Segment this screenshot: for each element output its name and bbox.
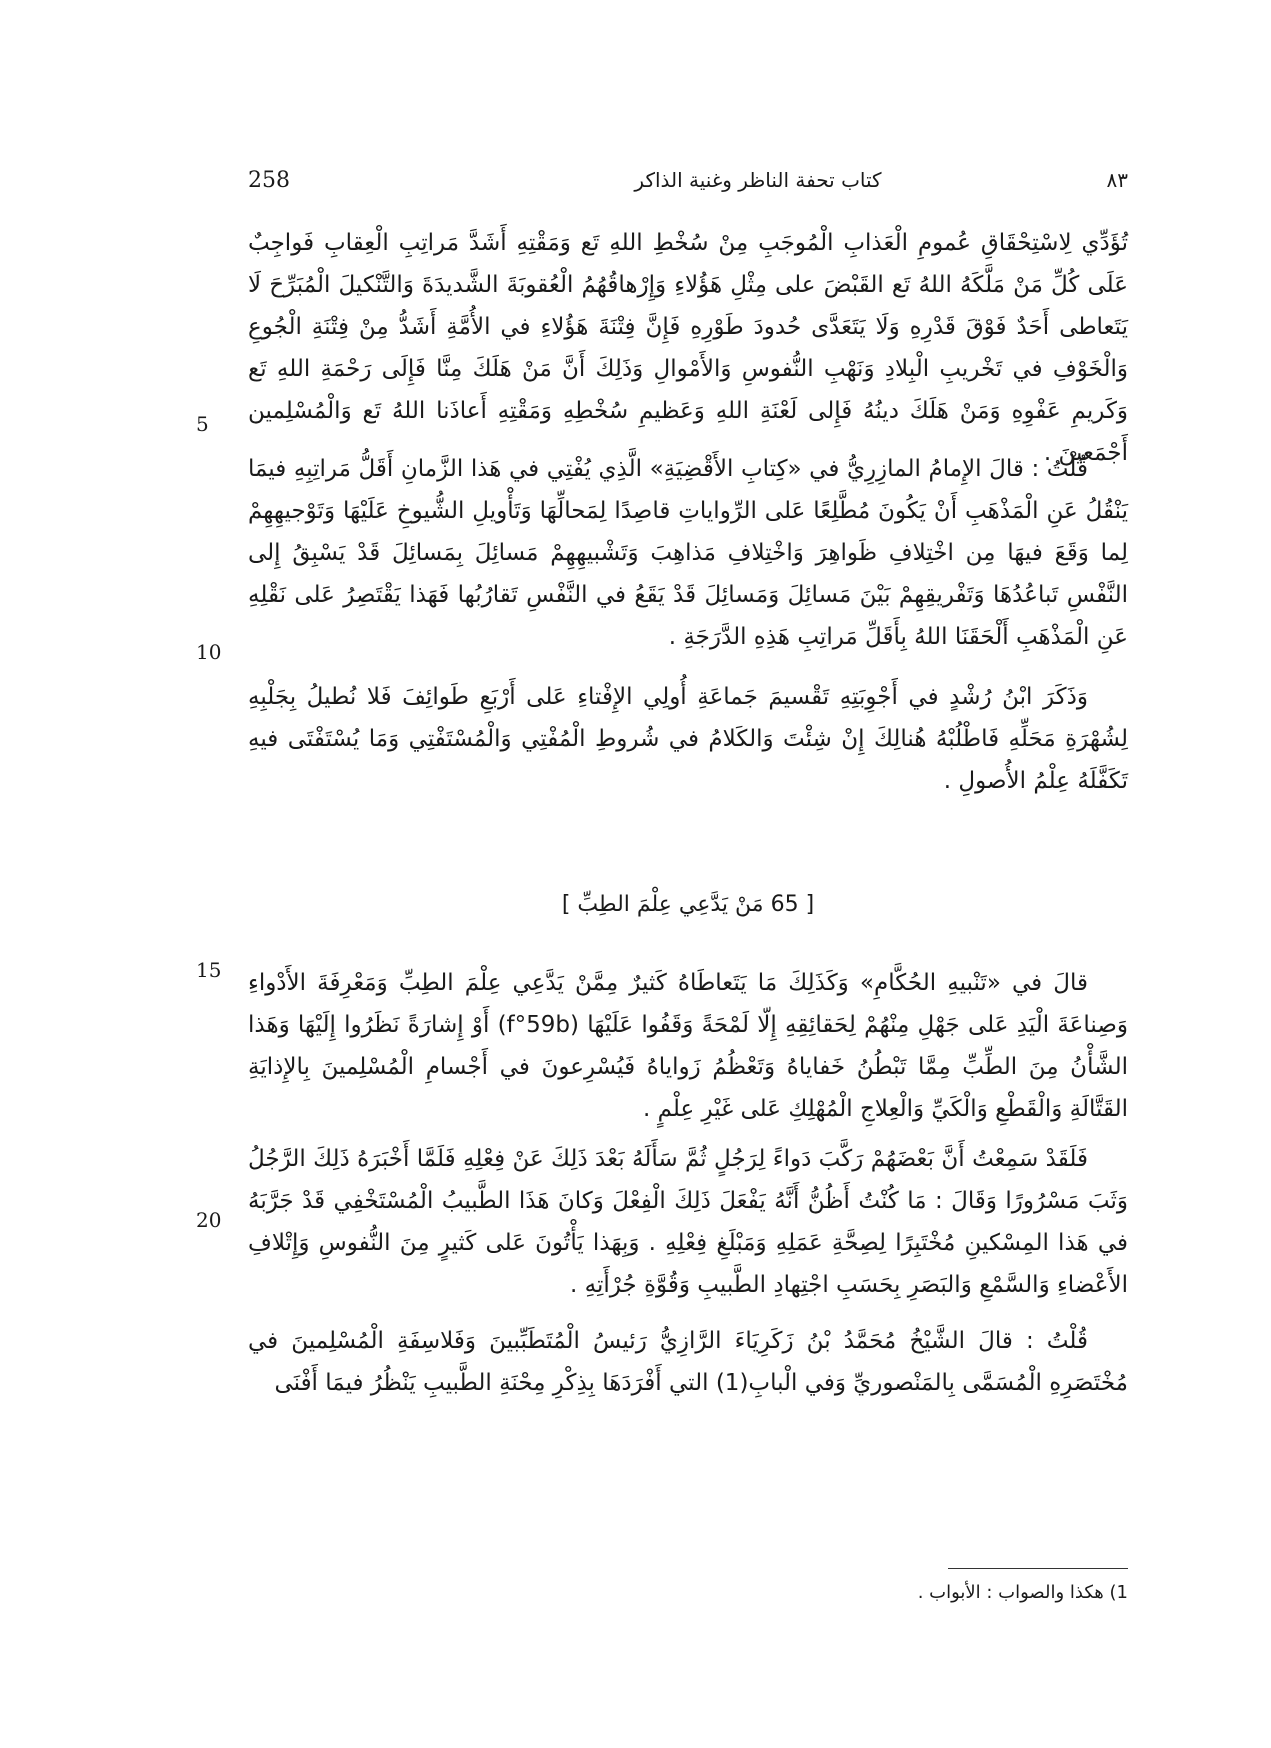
line-number: 15	[196, 958, 222, 982]
text-block-6	[248, 1320, 1128, 1404]
section-heading: [ 65 مَنْ يَدَّعِي عِلْمَ الطِبِّ ]	[561, 892, 815, 917]
line-number: 5	[196, 412, 209, 436]
text-block-5	[248, 1138, 1128, 1306]
paragraph: قُلْتُ : قالَ الشَّيْخُ مُحَمَّدُ بْنُ زَكَرِيَاءَ الرَّازِيُّ رَئيسُ الْمُتَطَبِّبينَ وَفَلاسِفَةِ الْمُسْلِمينَ في مُخْتَصَرِهِ الْمُسَمَّى بِالمَنْصوريِّ وَفي الْبابِ(1) التي أَفْرَدَهَا بِذِكْرِ مِحْنَةِ الطَّبيبِ يَنْظُرُ فيمَا أَفْنَى	[248, 1328, 1128, 1396]
paragraph: قُلْتُ : قالَ الإِمامُ المازِرِيُّ في «كِتابِ الأَقْضِيَةِ» الَّذِي يُفْتِي في هَذا الزَّمانِ أَقَلُّ مَراتِبِهِ فيمَا يَنْقُلُ عَنِ الْمَذْهَبِ أَنْ يَكُونَ مُطَّلِعًا عَلى الرِّواياتِ قاصِدًا لِمَحالِّهَا وَتَأْويلِ الشُّيوخِ عَلَيْهَا وَتَوْجيهِهِمْ لِما وَقَعَ فيهَا مِن اخْتِلافِ ظَواهِرَ وَاخْتِلافِ مَذاهِبَ وَتَشْبيهِهِمْ مَسائِلَ بِمَسائِلَ قَدْ يَسْبِقُ إِلى النَّفْسِ تَباعُدُهَا وَتَفْريقِهِمْ بَيْنَ مَسائِلَ وَمَسائِلَ قَدْ يَقَعُ في النَّفْسِ تَقارُبُها فَهَذا يَقْتَصِرُ عَلى نَقْلِهِ عَنِ الْمَذْهَبِ أَلْحَقَنَا اللهُ بِأَقَلِّ مَراتِبِ هَذِهِ الدَّرَجَةِ .	[248, 456, 1128, 650]
running-title: كتاب تحفة الناظر وغنية الذاكر	[634, 168, 882, 192]
line-number: 10	[196, 640, 222, 664]
running-header	[248, 168, 1128, 208]
page-number: 258	[248, 168, 290, 193]
text-block-4	[248, 962, 1128, 1130]
text-block-1	[248, 222, 1128, 474]
line-number: 20	[196, 1208, 222, 1232]
text-block-2	[248, 448, 1128, 658]
folio-number: ٨٣	[1106, 168, 1128, 192]
paragraph: وَذَكَرَ ابْنُ رُشْدٍ في أَجْوِبَتِهِ تَقْسيمَ جَماعَةِ أُولِي الإِفْتاءِ عَلى أَرْبَعِ طَوائِفَ فَلا نُطيلُ بِجَلْبِهِ لِشُهْرَةِ مَحَلِّهِ فَاطْلُبْهُ هُنالِكَ إِنْ شِئْتَ وَالكَلامُ في شُروطِ الْمُفْتِي وَالْمُسْتَفْتِي وَمَا يُسْتَفْتَى فيهِ تَكَفَّلَهُ عِلْمُ الأُصولِ .	[248, 684, 1128, 794]
footnote-divider	[948, 1568, 1128, 1569]
footnote: 1) هكذا والصواب : الأبواب .	[917, 1582, 1128, 1603]
paragraph: فَلَقَدْ سَمِعْتُ أَنَّ بَعْضَهُمْ رَكَّبَ دَواءً لِرَجُلٍ ثُمَّ سَأَلَهُ بَعْدَ ذَلِكَ عَنْ فِعْلِهِ فَلَمَّا أَخْبَرَهُ ذَلِكَ الرَّجُلُ وَثَبَ مَسْرُورًا وَقَالَ : مَا كُنْتُ أَظُنُّ أَنَّهُ يَفْعَلَ ذَلِكَ الْفِعْلَ وَكانَ هَذَا الطَّبيبُ الْمُسْتَخْفِي قَدْ جَرَّبَهُ في هَذا المِسْكينِ مُخْتَبِرًا لِصِحَّةِ عَمَلِهِ وَمَبْلَغِ فِعْلِهِ . وَبِهَذا يَأْتُونَ عَلى كَثيرٍ مِنَ النُّفوسِ وَإِتْلافِ الأَعْضاءِ وَالسَّمْعِ وَالبَصَرِ بِحَسَبِ اجْتِهادِ الطَّبيبِ وَقُوَّةِ جُرْأَتِهِ .	[248, 1146, 1128, 1298]
paragraph: تُؤَدِّي لِاسْتِحْقَاقِ عُمومِ الْعَذابِ الْمُوجَبِ مِنْ سُخْطِ اللهِ تَع وَمَقْتِهِ أَشَدَّ مَراتِبِ الْعِقابِ فَواجِبٌ عَلَى كُلِّ مَنْ مَلَّكَهُ اللهُ تَع القَبْضَ على مِثْلِ هَؤُلاءِ وَإِرْهاقُهُمُ الْعُقوبَةَ الشَّديدَةَ وَالتَّنْكيلَ الْمُبَرِّحَ لَا يَتَعاطى أَحَدٌ فَوْقَ قَدْرِهِ وَلَا يَتَعَدَّى حُدودَ طَوْرِهِ فَإِنَّ فِتْنَةَ هَؤُلاءِ في الأُمَّةِ أَشَدُّ مِنْ فِتْنَةِ الْجُوعِ وَالْخَوْفِ في تَخْريبِ الْبِلادِ وَنَهْبِ النُّفوسِ وَالأَمْوالِ وَذَلِكَ أَنَّ مَنْ هَلَكَ مِنَّا فَإِلَى رَحْمَةِ اللهِ تَع وَكَريمِ عَفْوِهِ وَمَنْ هَلَكَ دينُهُ فَإِلى لَعْنَةِ اللهِ وَعَظيمِ سُخْطِهِ وَمَقْتِهِ أَعاذَنا اللهُ تَع وَالْمُسْلِمين أَجْمَعينَ .	[248, 230, 1128, 466]
text-block-3	[248, 676, 1128, 802]
paragraph: قالَ في «تَنْبيهِ الحُكَّامِ» وَكَذَلِكَ مَا يَتَعاطَاهُ كَثيرٌ مِمَّنْ يَدَّعِي عِلْمَ الطِبِّ وَمَعْرِفَةَ الأَدْواءِ وَصِناعَةَ الْيَدِ عَلى جَهْلِ مِنْهُمْ لِحَقائِقِهِ إِلّا لَمْحَةً وَقَفُوا عَلَيْهَا (f°59b) أَوْ إِشارَةً نَظَرُوا إِلَيْهَا وَهَذا الشَّأْنُ مِنَ الطِّبِّ مِمَّا تَبْطُنُ خَفاياهُ وَتَعْظُمُ زَواياهُ فَيُسْرِعونَ في أَجْسامِ الْمُسْلِمينَ بِالإِذايَةِ القَتَّالَةِ وَالْقَطْعِ وَالْكَيِّ وَالْعِلاجِ الْمُهْلِكِ عَلى غَيْرِ عِلْمٍ .	[248, 970, 1128, 1122]
